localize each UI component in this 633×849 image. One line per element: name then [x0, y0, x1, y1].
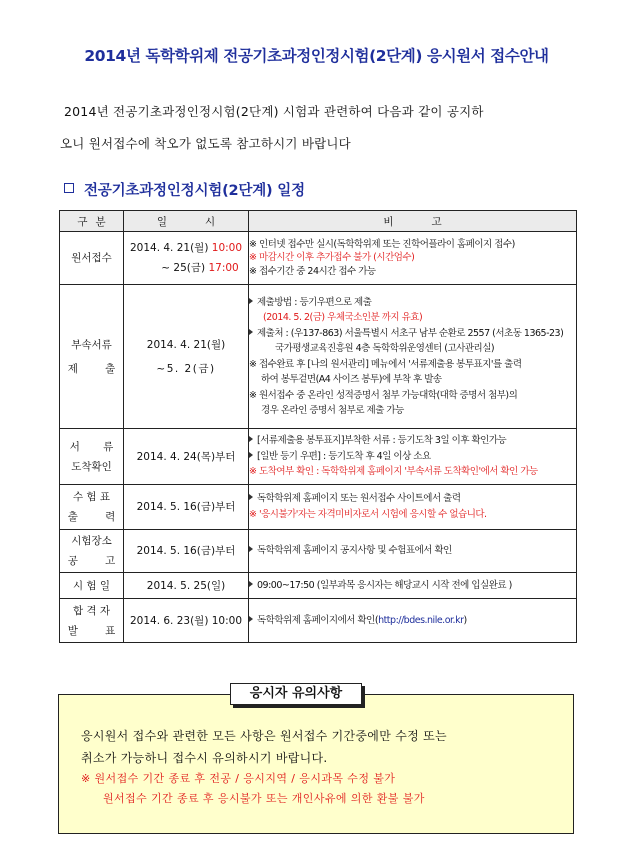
- row-category: 부속서류 제 출: [60, 285, 124, 429]
- header-date: 일시: [124, 211, 249, 232]
- row-date: 2014. 4. 21(월) ~5. 2(금): [124, 285, 249, 429]
- notice-line: 응시원서 접수와 관련한 모든 사항은 원서접수 기간중에만 수정 또는: [81, 729, 447, 743]
- page-title: 2014년 독학학위제 전공기초과정인정시험(2단계) 응시원서 접수안내: [84, 47, 549, 65]
- intro-paragraph: [60, 96, 580, 160]
- notice-box: [58, 694, 574, 834]
- row-date: 2014. 5. 16(금)부터: [124, 485, 249, 530]
- row-notes: ※ 인터넷 접수만 실시(독학학위제 또는 진학어플라이 홈페이지 접수) ※ 마감시간 이후 추가접수 불가 (시간엄수) ※ 접수기간 중 24시간 접수 가능: [249, 232, 577, 285]
- row-date: 2014. 4. 24(목)부터: [124, 429, 249, 485]
- intro-line-1: 2014년 전공기초과정인정시험(2단계) 시험과 관련하여 다음과 같이 공지하: [64, 104, 484, 119]
- header-category: 구분: [60, 211, 124, 232]
- schedule-table: [59, 210, 577, 643]
- arrow-bullet-icon: [249, 494, 253, 500]
- row-notes: [서류제출용 봉투표지]부착한 서류 : 등기도착 3일 이후 확인가능 [일반 등기 우편] : 등기도착 후 4일 이상 소요 ※ 도착여부 확인 : 독학학위제 홈페이지 '부속서류 도착확인'에서 확인 가능: [249, 429, 577, 485]
- arrow-bullet-icon: [249, 436, 253, 442]
- arrow-bullet-icon: [249, 298, 253, 304]
- row-notes: 독학학위제 홈페이지 공지사항 및 수험표에서 확인: [249, 530, 577, 573]
- table-row: [60, 573, 577, 599]
- row-category: 서 류 도착확인: [60, 429, 124, 485]
- row-category: 합 격 자 발 표: [60, 599, 124, 643]
- row-category: 시 험 일: [60, 573, 124, 599]
- table-header-row: [60, 211, 577, 232]
- row-notes: 독학학위제 홈페이지에서 확인(http://bdes.nile.or.kr): [249, 599, 577, 643]
- row-date: 2014. 4. 21(월) 10:00 ~ 25(금) 17:00: [124, 232, 249, 285]
- arrow-bullet-icon: [249, 329, 253, 335]
- row-notes: 09:00~17:50 (일부과목 응시자는 해당교시 시작 전에 입실완료 ): [249, 573, 577, 599]
- arrow-bullet-icon: [249, 616, 253, 622]
- square-bullet-icon: [64, 183, 74, 193]
- row-date: 2014. 6. 23(월) 10:00: [124, 599, 249, 643]
- row-date: 2014. 5. 16(금)부터: [124, 530, 249, 573]
- row-date: 2014. 5. 25(일): [124, 573, 249, 599]
- arrow-bullet-icon: [249, 546, 253, 552]
- notice-line: 원서접수 기간 종료 후 응시불가 또는 개인사유에 의한 환불 불가: [103, 792, 425, 805]
- table-row: [60, 232, 577, 285]
- arrow-bullet-icon: [249, 452, 253, 458]
- notice-line: 취소가 가능하니 접수시 유의하시기 바랍니다.: [81, 751, 328, 765]
- arrow-bullet-icon: [249, 581, 253, 587]
- section-title: 전공기초과정인정시험(2단계) 일정: [84, 183, 305, 199]
- section-heading: [64, 179, 305, 200]
- row-notes: 제출방법 : 등기우편으로 제출 (2014. 5. 2(금) 우체국소인분 까지 유효) 제출처 : (우137-863) 서울특별시 서초구 남부 순환로 2557 (서초동 1365-23) 국가평생교육진흥원 4층 독학학위운영센터 (고사관리실) ※ 접수완료 후 [나의 원서관리] 메뉴에서 '서류제출용 봉투표지'를 출력 하여 봉투겉면(A4 사이즈 봉투)에 부착 후 발송 ※ 원서접수 중 온라인 성적증명서 첨부 가능대학(대학 증명서 첨부)의 경우 온라인 증명서 첨부로 제출 가능: [249, 285, 577, 429]
- row-category: 원서접수: [60, 232, 124, 285]
- table-row: [60, 285, 577, 429]
- result-link[interactable]: http://bdes.nile.or.kr: [378, 614, 464, 626]
- table-row: [60, 485, 577, 530]
- notice-title: 응시자 유의사항: [230, 683, 362, 705]
- row-category: 수 험 표 출 력: [60, 485, 124, 530]
- table-row: [60, 599, 577, 643]
- row-category: 시험장소 공 고: [60, 530, 124, 573]
- header-notes: 비고: [249, 211, 577, 232]
- row-notes: 독학학위제 홈페이지 또는 원서접수 사이트에서 출력 ※ '응시불가'자는 자격미비자로서 시험에 응시할 수 없습니다.: [249, 485, 577, 530]
- intro-line-2: 오니 원서접수에 착오가 없도록 참고하시기 바랍니다: [60, 136, 351, 151]
- table-row: [60, 530, 577, 573]
- notice-line: ※ 원서접수 기간 종료 후 전공 / 응시지역 / 응시과목 수정 불가: [81, 772, 396, 785]
- notice-text: [81, 725, 561, 809]
- table-row: [60, 429, 577, 485]
